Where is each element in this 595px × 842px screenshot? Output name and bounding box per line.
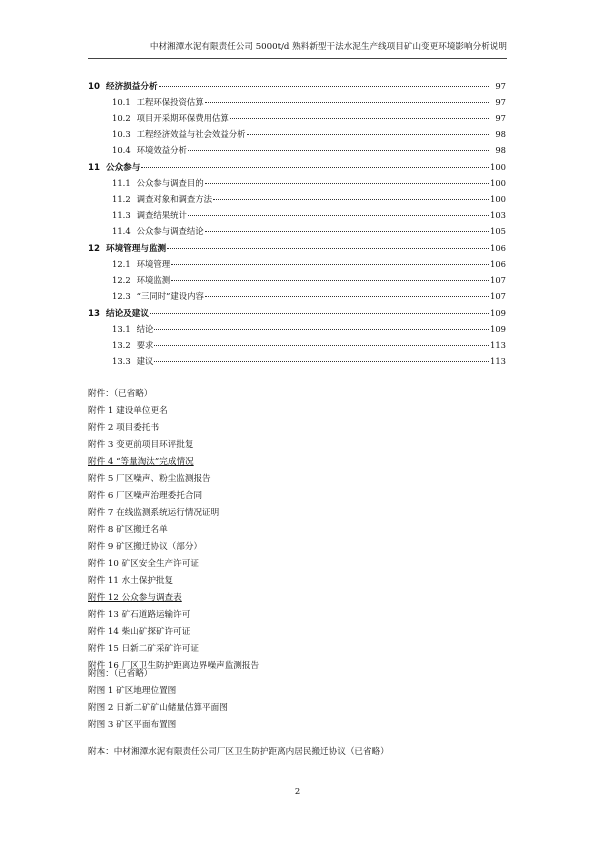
toc-dot-leader	[171, 280, 489, 281]
toc-entry-page: 106	[490, 259, 506, 269]
toc-dot-leader	[247, 134, 489, 135]
toc-entry-number: 10	[88, 82, 100, 92]
toc-entry-title: 工程经济效益与社会效益分析	[136, 129, 246, 139]
toc-entry-page: 97	[495, 113, 506, 123]
toc-entry-number: 10.1	[112, 97, 131, 107]
toc-entry-title: 环境管理	[136, 259, 171, 269]
toc-entry-number: 11.4	[112, 226, 131, 236]
attachment-item: 附件 6 厂区噪声治理委托合同	[88, 491, 203, 501]
toc-entry-page: 109	[490, 324, 506, 334]
toc-section-entry[interactable]	[88, 288, 506, 304]
toc-entry-number: 13.1	[112, 324, 131, 334]
attachment-item: 附件 13 矿石道路运输许可	[88, 610, 191, 620]
toc-section-entry[interactable]	[88, 256, 506, 272]
toc-dot-leader	[188, 150, 489, 151]
toc-dot-leader	[205, 183, 489, 184]
toc-entry-page: 106	[490, 243, 506, 253]
toc-entry-title: 结论及建议	[105, 309, 149, 319]
toc-dot-leader	[171, 264, 489, 265]
attachment-item: 附件 11 水土保护批复	[88, 576, 174, 586]
figures-heading: 附图：（已省略）	[88, 669, 153, 679]
attachment-item: 附件 5 厂区噪声、粉尘监测报告	[88, 474, 211, 484]
toc-entry-title: 结论	[136, 324, 154, 334]
toc-entry-number: 11.3	[112, 210, 131, 220]
toc-entry-page: 107	[490, 291, 506, 301]
attachment-item: 附件 12 公众参与调查表	[88, 593, 182, 603]
toc-chapter-entry[interactable]	[88, 78, 506, 94]
toc-entry-number: 12.1	[112, 259, 131, 269]
toc-dot-leader	[154, 329, 489, 330]
attachment-item: 附件 8 矿区搬迁名单	[88, 525, 168, 535]
attachment-item: 附件 14 柴山矿探矿许可证	[88, 627, 191, 637]
toc-entry-page: 100	[490, 194, 506, 204]
toc-chapter-entry[interactable]	[88, 305, 506, 321]
toc-entry-number: 11.2	[112, 194, 131, 204]
toc-entry-number: 10.4	[112, 145, 131, 155]
toc-dot-leader	[230, 118, 489, 119]
toc-dot-leader	[159, 86, 489, 87]
toc-entry-number: 13	[88, 309, 100, 319]
attachment-item: 附件 15 日新二矿采矿许可证	[88, 644, 199, 654]
toc-entry-page: 107	[490, 275, 506, 285]
header-divider	[88, 58, 507, 59]
toc-entry-page: 109	[490, 308, 506, 318]
toc-dot-leader	[154, 361, 489, 362]
toc-entry-title: 环境效益分析	[136, 145, 187, 155]
toc-chapter-entry[interactable]	[88, 240, 506, 256]
figures-list	[88, 666, 506, 734]
toc-section-entry[interactable]	[88, 175, 506, 191]
toc-entry-page: 105	[490, 226, 506, 236]
attachments-heading: 附件：（已省略）	[88, 389, 153, 399]
toc-entry-title: 要求	[136, 340, 154, 350]
toc-entry-number: 10.3	[112, 129, 131, 139]
toc-entry-number: 11.1	[112, 178, 131, 188]
figure-item: 附图 1 矿区地理位置图	[88, 686, 177, 696]
toc-entry-title: 项目开采期环保费用估算	[136, 113, 229, 123]
attachment-item: 附件 7 在线监测系统运行情况证明	[88, 508, 220, 518]
toc-entry-number: 13.2	[112, 340, 131, 350]
toc-entry-title: 公众参与	[105, 163, 141, 173]
attachment-item: 附件 4 “等量淘汰”完成情况	[88, 457, 194, 467]
toc-section-entry[interactable]	[88, 272, 506, 288]
toc-entry-page: 100	[490, 178, 506, 188]
toc-entry-number: 10.2	[112, 113, 131, 123]
appendix-note-block	[88, 744, 506, 761]
toc-entry-title: 环境管理与监测	[105, 244, 167, 254]
toc-entry-number: 12.2	[112, 275, 131, 285]
attachment-item: 附件 3 变更前项目环评批复	[88, 440, 194, 450]
toc-entry-title: 调查结果统计	[136, 210, 187, 220]
page-number: 2	[294, 786, 301, 796]
toc-dot-leader	[213, 199, 489, 200]
figure-item: 附图 2 日新二矿矿山储量估算平面图	[88, 703, 228, 713]
toc-dot-leader	[188, 215, 489, 216]
toc-entry-page: 113	[490, 356, 506, 366]
toc-dot-leader	[141, 167, 489, 168]
toc-entry-number: 12.3	[112, 291, 131, 301]
toc-dot-leader	[205, 102, 489, 103]
toc-section-entry[interactable]	[88, 223, 506, 239]
toc-dot-leader	[205, 296, 489, 297]
toc-section-entry[interactable]	[88, 126, 506, 142]
toc-section-entry[interactable]	[88, 337, 506, 353]
toc-section-entry[interactable]	[88, 94, 506, 110]
attachments-list	[88, 386, 506, 675]
toc-dot-leader	[167, 248, 489, 249]
attachment-item: 附件 2 项目委托书	[88, 423, 160, 433]
page-header: 中材湘潭水泥有限责任公司 5000t/d 熟料新型干法水泥生产线项目矿山变更环境影响分析说明	[149, 42, 507, 52]
toc-section-entry[interactable]	[88, 191, 506, 207]
toc-entry-title: 调查对象和调查方法	[136, 194, 213, 204]
toc-entry-title: 环境监测	[136, 275, 171, 285]
table-of-contents	[88, 78, 506, 369]
toc-entry-title: “三同时”建设内容	[136, 291, 204, 301]
toc-entry-page: 100	[490, 162, 506, 172]
appendix-note: 附本：中材湘潭水泥有限责任公司厂区卫生防护距离内居民搬迁协议（已省略）	[88, 747, 389, 757]
toc-entry-page: 113	[490, 340, 506, 350]
toc-section-entry[interactable]	[88, 353, 506, 369]
toc-entry-number: 11	[88, 163, 100, 173]
toc-entry-title: 工程环保投资估算	[136, 97, 204, 107]
toc-entry-page: 97	[495, 97, 506, 107]
toc-section-entry[interactable]	[88, 110, 506, 126]
toc-section-entry[interactable]	[88, 321, 506, 337]
toc-section-entry[interactable]	[88, 207, 506, 223]
toc-entry-page: 98	[495, 129, 506, 139]
toc-entry-page: 98	[495, 145, 506, 155]
toc-dot-leader	[154, 345, 489, 346]
toc-entry-title: 经济损益分析	[105, 82, 158, 92]
toc-entry-title: 建议	[136, 356, 154, 366]
figure-item: 附图 3 矿区平面布置图	[88, 720, 177, 730]
toc-entry-page: 97	[495, 81, 506, 91]
toc-dot-leader	[205, 231, 489, 232]
toc-section-entry[interactable]	[88, 142, 506, 158]
attachment-item: 附件 1 建设单位更名	[88, 406, 168, 416]
toc-entry-title: 公众参与调查目的	[136, 178, 204, 188]
toc-entry-number: 12	[88, 244, 100, 254]
attachment-item: 附件 16 厂区卫生防护距离边界噪声监测报告	[88, 661, 260, 671]
toc-dot-leader	[150, 313, 489, 314]
toc-entry-title: 公众参与调查结论	[136, 226, 204, 236]
attachment-item: 附件 10 矿区安全生产许可证	[88, 559, 199, 569]
attachment-item: 附件 9 矿区搬迁协议（部分）	[88, 542, 203, 552]
toc-entry-number: 13.3	[112, 356, 131, 366]
toc-entry-page: 103	[490, 210, 506, 220]
toc-chapter-entry[interactable]	[88, 159, 506, 175]
